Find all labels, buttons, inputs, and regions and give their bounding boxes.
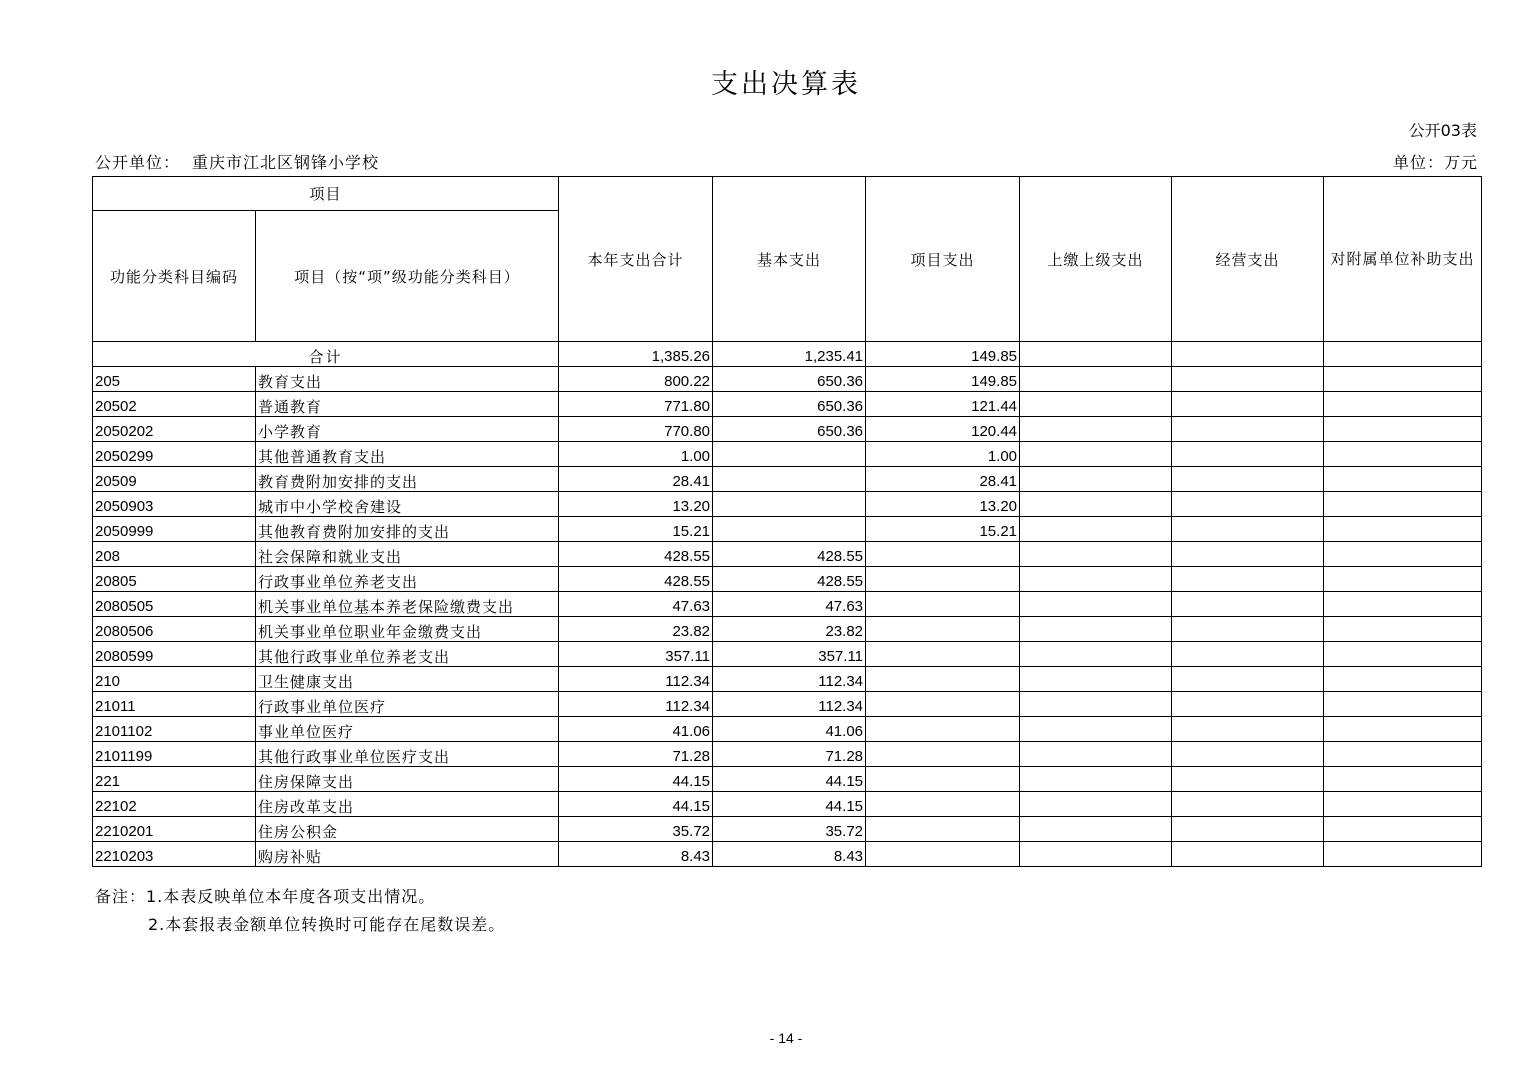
upper-cell bbox=[1020, 792, 1172, 817]
business-cell bbox=[1172, 717, 1324, 742]
subsidy-cell bbox=[1324, 842, 1482, 867]
subsidy-cell bbox=[1324, 542, 1482, 567]
total-cell: 770.80 bbox=[559, 417, 713, 442]
code-cell: 2101199 bbox=[93, 742, 256, 767]
total-cell: 15.21 bbox=[559, 517, 713, 542]
page-title: 支出决算表 bbox=[711, 69, 861, 100]
header-basic: 基本支出 bbox=[713, 177, 866, 342]
project-cell bbox=[866, 792, 1020, 817]
subsidy-cell bbox=[1324, 417, 1482, 442]
project-cell: 149.85 bbox=[866, 367, 1020, 392]
upper-cell bbox=[1020, 617, 1172, 642]
basic-cell bbox=[713, 442, 866, 467]
total-cell: 41.06 bbox=[559, 717, 713, 742]
name-cell: 其他教育费附加安排的支出 bbox=[256, 517, 559, 542]
project-cell bbox=[866, 742, 1020, 767]
upper-cell bbox=[1020, 567, 1172, 592]
header-business: 经营支出 bbox=[1172, 177, 1324, 342]
code-cell: 2080599 bbox=[93, 642, 256, 667]
basic-cell: 112.34 bbox=[713, 667, 866, 692]
basic-cell: 44.15 bbox=[713, 767, 866, 792]
table-row bbox=[93, 792, 1482, 817]
code-cell: 208 bbox=[93, 542, 256, 567]
total-cell: 112.34 bbox=[559, 692, 713, 717]
project-cell: 120.44 bbox=[866, 417, 1020, 442]
subsidy-cell bbox=[1324, 617, 1482, 642]
form-number: 公开03表 bbox=[1408, 121, 1477, 140]
header-total: 本年支出合计 bbox=[559, 177, 713, 342]
project-cell bbox=[866, 692, 1020, 717]
total-cell: 771.80 bbox=[559, 392, 713, 417]
note-2: 2.本套报表金额单位转换时可能存在尾数误差。 bbox=[148, 915, 506, 934]
basic-cell: 47.63 bbox=[713, 592, 866, 617]
business-cell bbox=[1172, 417, 1324, 442]
business-cell bbox=[1172, 542, 1324, 567]
basic-cell: 41.06 bbox=[713, 717, 866, 742]
expenditure-table bbox=[92, 176, 1482, 867]
name-cell: 小学教育 bbox=[256, 417, 559, 442]
subsidy-cell bbox=[1324, 817, 1482, 842]
table-row bbox=[93, 367, 1482, 392]
subsidy-cell bbox=[1324, 517, 1482, 542]
subsidy-cell bbox=[1324, 592, 1482, 617]
project-cell: 28.41 bbox=[866, 467, 1020, 492]
table-row bbox=[93, 642, 1482, 667]
project-cell bbox=[866, 567, 1020, 592]
project-cell: 15.21 bbox=[866, 517, 1020, 542]
upper-cell bbox=[1020, 767, 1172, 792]
subsidy-cell bbox=[1324, 442, 1482, 467]
name-cell: 其他行政事业单位养老支出 bbox=[256, 642, 559, 667]
business-cell bbox=[1172, 792, 1324, 817]
basic-cell: 71.28 bbox=[713, 742, 866, 767]
subsidy-cell bbox=[1324, 467, 1482, 492]
basic-cell bbox=[713, 492, 866, 517]
note-1: 备注：1.本表反映单位本年度各项支出情况。 bbox=[95, 887, 436, 906]
page-number: - 14 - bbox=[769, 1030, 803, 1046]
basic-cell: 8.43 bbox=[713, 842, 866, 867]
basic-cell: 650.36 bbox=[713, 367, 866, 392]
subsidy-cell bbox=[1324, 642, 1482, 667]
reporting-unit-name: 重庆市江北区钢锋小学校 bbox=[192, 153, 380, 172]
name-cell: 事业单位医疗 bbox=[256, 717, 559, 742]
subsidy-cell bbox=[1324, 717, 1482, 742]
project-cell bbox=[866, 767, 1020, 792]
name-cell: 城市中小学校舍建设 bbox=[256, 492, 559, 517]
total-cell: 28.41 bbox=[559, 467, 713, 492]
total-project-cell: 149.85 bbox=[866, 342, 1020, 367]
basic-cell: 112.34 bbox=[713, 692, 866, 717]
upper-cell bbox=[1020, 717, 1172, 742]
name-cell: 其他普通教育支出 bbox=[256, 442, 559, 467]
business-cell bbox=[1172, 567, 1324, 592]
basic-cell: 650.36 bbox=[713, 417, 866, 442]
code-cell: 22102 bbox=[93, 792, 256, 817]
table-row bbox=[93, 542, 1482, 567]
project-cell: 121.44 bbox=[866, 392, 1020, 417]
business-cell bbox=[1172, 592, 1324, 617]
upper-cell bbox=[1020, 392, 1172, 417]
total-cell: 428.55 bbox=[559, 567, 713, 592]
code-cell: 2210201 bbox=[93, 817, 256, 842]
total-cell: 47.63 bbox=[559, 592, 713, 617]
header-project-group: 项目 bbox=[93, 177, 559, 211]
code-cell: 2210203 bbox=[93, 842, 256, 867]
subsidy-cell bbox=[1324, 567, 1482, 592]
name-cell: 卫生健康支出 bbox=[256, 667, 559, 692]
code-cell: 21011 bbox=[93, 692, 256, 717]
basic-cell: 23.82 bbox=[713, 617, 866, 642]
project-cell bbox=[866, 617, 1020, 642]
upper-cell bbox=[1020, 592, 1172, 617]
business-cell bbox=[1172, 692, 1324, 717]
project-cell bbox=[866, 592, 1020, 617]
total-label: 合计 bbox=[93, 342, 559, 367]
reporting-unit bbox=[95, 150, 379, 173]
name-cell: 住房保障支出 bbox=[256, 767, 559, 792]
name-cell: 教育费附加安排的支出 bbox=[256, 467, 559, 492]
total-cell: 357.11 bbox=[559, 642, 713, 667]
header-code: 功能分类科目编码 bbox=[93, 211, 256, 342]
code-cell: 2050299 bbox=[93, 442, 256, 467]
basic-cell: 35.72 bbox=[713, 817, 866, 842]
total-row bbox=[93, 342, 1482, 367]
basic-cell: 44.15 bbox=[713, 792, 866, 817]
upper-cell bbox=[1020, 742, 1172, 767]
basic-cell: 428.55 bbox=[713, 542, 866, 567]
table-row bbox=[93, 667, 1482, 692]
table-row bbox=[93, 817, 1482, 842]
table-row bbox=[93, 692, 1482, 717]
table-row bbox=[93, 717, 1482, 742]
name-cell: 机关事业单位基本养老保险缴费支出 bbox=[256, 592, 559, 617]
project-cell bbox=[866, 667, 1020, 692]
total-amount-cell: 1,385.26 bbox=[559, 342, 713, 367]
business-cell bbox=[1172, 367, 1324, 392]
code-cell: 20509 bbox=[93, 467, 256, 492]
total-cell: 71.28 bbox=[559, 742, 713, 767]
total-upper-cell bbox=[1020, 342, 1172, 367]
subsidy-cell bbox=[1324, 367, 1482, 392]
total-cell: 8.43 bbox=[559, 842, 713, 867]
total-cell: 44.15 bbox=[559, 767, 713, 792]
table-row bbox=[93, 567, 1482, 592]
table-row bbox=[93, 592, 1482, 617]
header-project: 项目支出 bbox=[866, 177, 1020, 342]
table-row bbox=[93, 617, 1482, 642]
project-cell bbox=[866, 842, 1020, 867]
business-cell bbox=[1172, 742, 1324, 767]
subsidy-cell bbox=[1324, 742, 1482, 767]
total-cell: 800.22 bbox=[559, 367, 713, 392]
total-cell: 112.34 bbox=[559, 667, 713, 692]
subsidy-cell bbox=[1324, 767, 1482, 792]
code-cell: 205 bbox=[93, 367, 256, 392]
table-row bbox=[93, 492, 1482, 517]
upper-cell bbox=[1020, 417, 1172, 442]
project-cell bbox=[866, 717, 1020, 742]
code-cell: 20805 bbox=[93, 567, 256, 592]
total-cell: 1.00 bbox=[559, 442, 713, 467]
name-cell: 普通教育 bbox=[256, 392, 559, 417]
code-cell: 2050999 bbox=[93, 517, 256, 542]
code-cell: 2080506 bbox=[93, 617, 256, 642]
project-cell bbox=[866, 542, 1020, 567]
reporting-unit-label: 公开单位： bbox=[95, 153, 181, 172]
currency-unit: 单位：万元 bbox=[1392, 153, 1478, 172]
name-cell: 住房改革支出 bbox=[256, 792, 559, 817]
table-row bbox=[93, 742, 1482, 767]
business-cell bbox=[1172, 467, 1324, 492]
subsidy-cell bbox=[1324, 667, 1482, 692]
total-cell: 428.55 bbox=[559, 542, 713, 567]
total-business-cell bbox=[1172, 342, 1324, 367]
name-cell: 购房补贴 bbox=[256, 842, 559, 867]
upper-cell bbox=[1020, 517, 1172, 542]
business-cell bbox=[1172, 767, 1324, 792]
upper-cell bbox=[1020, 367, 1172, 392]
basic-cell: 650.36 bbox=[713, 392, 866, 417]
notes bbox=[95, 886, 505, 942]
table-row bbox=[93, 517, 1482, 542]
total-basic-cell: 1,235.41 bbox=[713, 342, 866, 367]
total-cell: 23.82 bbox=[559, 617, 713, 642]
subsidy-cell bbox=[1324, 692, 1482, 717]
business-cell bbox=[1172, 392, 1324, 417]
project-cell bbox=[866, 642, 1020, 667]
total-cell: 44.15 bbox=[559, 792, 713, 817]
basic-cell bbox=[713, 467, 866, 492]
project-cell bbox=[866, 817, 1020, 842]
table-row bbox=[93, 392, 1482, 417]
business-cell bbox=[1172, 817, 1324, 842]
upper-cell bbox=[1020, 667, 1172, 692]
subsidy-cell bbox=[1324, 492, 1482, 517]
name-cell: 教育支出 bbox=[256, 367, 559, 392]
upper-cell bbox=[1020, 442, 1172, 467]
basic-cell: 357.11 bbox=[713, 642, 866, 667]
upper-cell bbox=[1020, 692, 1172, 717]
upper-cell bbox=[1020, 817, 1172, 842]
subsidy-cell bbox=[1324, 792, 1482, 817]
basic-cell bbox=[713, 517, 866, 542]
code-cell: 20502 bbox=[93, 392, 256, 417]
name-cell: 住房公积金 bbox=[256, 817, 559, 842]
upper-cell bbox=[1020, 542, 1172, 567]
name-cell: 行政事业单位医疗 bbox=[256, 692, 559, 717]
name-cell: 行政事业单位养老支出 bbox=[256, 567, 559, 592]
total-cell: 13.20 bbox=[559, 492, 713, 517]
business-cell bbox=[1172, 517, 1324, 542]
project-cell: 13.20 bbox=[866, 492, 1020, 517]
code-cell: 2050903 bbox=[93, 492, 256, 517]
business-cell bbox=[1172, 842, 1324, 867]
upper-cell bbox=[1020, 842, 1172, 867]
name-cell: 机关事业单位职业年金缴费支出 bbox=[256, 617, 559, 642]
total-cell: 35.72 bbox=[559, 817, 713, 842]
code-cell: 2101102 bbox=[93, 717, 256, 742]
business-cell bbox=[1172, 617, 1324, 642]
header-upper: 上缴上级支出 bbox=[1020, 177, 1172, 342]
project-cell: 1.00 bbox=[866, 442, 1020, 467]
table-row bbox=[93, 767, 1482, 792]
header-subsidy: 对附属单位补助支出 bbox=[1324, 177, 1482, 342]
name-cell: 社会保障和就业支出 bbox=[256, 542, 559, 567]
table-row bbox=[93, 842, 1482, 867]
total-subsidy-cell bbox=[1324, 342, 1482, 367]
header-name: 项目（按“项”级功能分类科目） bbox=[256, 211, 559, 342]
code-cell: 210 bbox=[93, 667, 256, 692]
business-cell bbox=[1172, 642, 1324, 667]
business-cell bbox=[1172, 442, 1324, 467]
upper-cell bbox=[1020, 467, 1172, 492]
basic-cell: 428.55 bbox=[713, 567, 866, 592]
business-cell bbox=[1172, 492, 1324, 517]
upper-cell bbox=[1020, 492, 1172, 517]
table-row bbox=[93, 417, 1482, 442]
table-row bbox=[93, 467, 1482, 492]
code-cell: 221 bbox=[93, 767, 256, 792]
code-cell: 2050202 bbox=[93, 417, 256, 442]
code-cell: 2080505 bbox=[93, 592, 256, 617]
upper-cell bbox=[1020, 642, 1172, 667]
business-cell bbox=[1172, 667, 1324, 692]
subsidy-cell bbox=[1324, 392, 1482, 417]
table-row bbox=[93, 442, 1482, 467]
name-cell: 其他行政事业单位医疗支出 bbox=[256, 742, 559, 767]
